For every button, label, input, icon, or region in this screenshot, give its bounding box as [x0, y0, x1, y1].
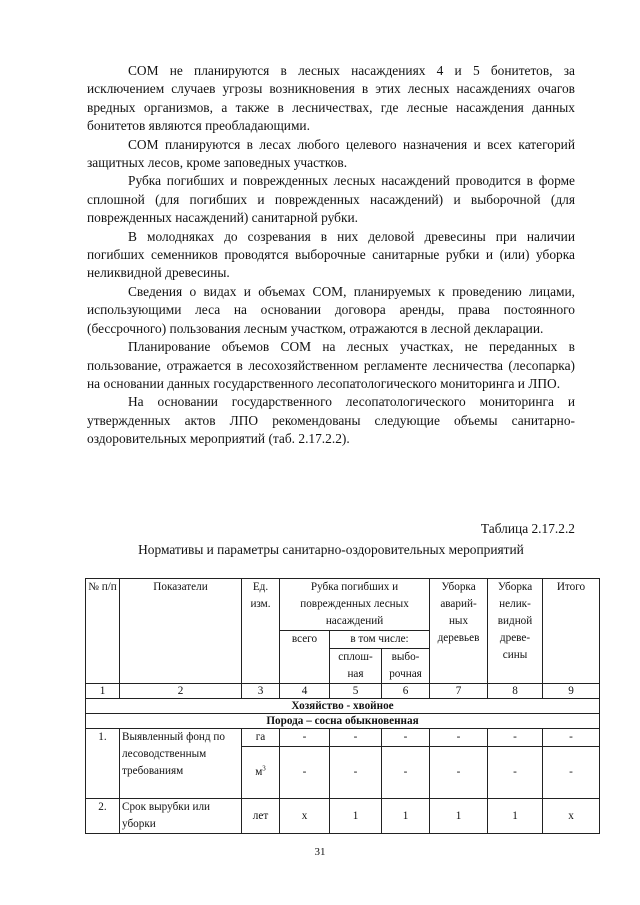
col-number: 9	[543, 684, 600, 699]
cell-value: -	[488, 747, 543, 799]
paragraph: Планирование объемов СОМ на лесных участках, не переданных в пользование, отражается в лесохозяйственном регламенте лесничества (лесопарка) на основании данных государственного лесопатологического мониторинга и ЛПО.	[87, 339, 575, 391]
cell-value: -	[382, 747, 430, 799]
row-num: 1.	[86, 729, 120, 799]
cell-value: -	[488, 729, 543, 747]
col-number: 4	[280, 684, 330, 699]
cell-value: -	[330, 747, 382, 799]
header-clear: сплош-ная	[330, 649, 382, 684]
norms-table	[85, 578, 600, 834]
row-unit	[242, 747, 280, 799]
table-title: Нормативы и параметры санитарно-оздоровительных мероприятий	[138, 542, 524, 557]
body-text	[87, 62, 575, 449]
col-number: 2	[120, 684, 242, 699]
col-number: 5	[330, 684, 382, 699]
header-felling: Рубка погибших и поврежденных лесных насаждений	[280, 579, 430, 631]
table-label: Таблица 2.17.2.2	[480, 521, 575, 536]
section-farm: Хозяйство - хвойное	[86, 699, 600, 714]
paragraph: СОМ планируются в лесах любого целевого назначения и всех категорий защитных лесов, кроме заповедных участков.	[87, 136, 575, 171]
cell-value: -	[382, 729, 430, 747]
section-species: Порода – сосна обыкновенная	[86, 714, 600, 729]
unit-base: м	[255, 766, 263, 778]
row-name: Срок вырубки или уборки	[120, 799, 242, 834]
cell-value: 1	[382, 799, 430, 834]
header-num: № п/п	[86, 579, 120, 684]
col-number: 6	[382, 684, 430, 699]
paragraph: На основании государственного лесопатологического мониторинга и утвержденных актов ЛПО рекомендованы следующие объемы санитарно-оздоровительных мероприятий (таб. 2.17.2.2).	[87, 394, 575, 447]
col-number: 8	[488, 684, 543, 699]
header-total: Итого	[543, 579, 600, 684]
header-incl: в том числе:	[330, 631, 430, 649]
header-total-sub: всего	[280, 631, 330, 684]
paragraph: Рубка погибших и поврежденных лесных насаждений проводится в форме сплошной (для погибших и поврежденных насаждений) и выборочной (для поврежденных насаждений) санитарной рубки.	[87, 173, 575, 226]
cell-value: -	[543, 747, 600, 799]
unit-exponent: 3	[262, 764, 266, 773]
cell-value: -	[280, 747, 330, 799]
row-unit: лет	[242, 799, 280, 834]
header-selective: выбо-рочная	[382, 649, 430, 684]
row-name: Выявленный фонд по лесоводственным требованиям	[120, 729, 242, 799]
paragraph: Сведения о видах и объемах СОМ, планируемых к проведению лицами, использующими леса на основании договора аренды, права постоянного (бессрочного) пользования лесным участком, отражаются в лесной декларации.	[87, 283, 575, 336]
col-number: 7	[430, 684, 488, 699]
cell-value: 1	[488, 799, 543, 834]
cell-value: -	[543, 729, 600, 747]
header-indicator: Показатели	[120, 579, 242, 684]
cell-value: 1	[330, 799, 382, 834]
cell-value: 1	[430, 799, 488, 834]
paragraph: СОМ не планируются в лесных насаждениях 4 и 5 бонитетов, за исключением случаев угрозы возникновения в этих лесных насаждениях очагов вредных организмов, а также в лесничествах, где лесные насаждения данных бонитетов являются преобладающими.	[87, 63, 575, 134]
cell-value: x	[280, 799, 330, 834]
row-unit: га	[242, 729, 280, 747]
cell-value: -	[430, 729, 488, 747]
cell-value: x	[543, 799, 600, 834]
header-emergency: Уборка аварий-ных деревьев	[430, 579, 488, 684]
header-illiquid: Уборка нелик-видной древе-сины	[488, 579, 543, 684]
page-number: 31	[314, 846, 326, 858]
cell-value: -	[330, 729, 382, 747]
row-num: 2.	[86, 799, 120, 834]
col-number: 1	[86, 684, 120, 699]
header-unit: Ед. изм.	[242, 579, 280, 684]
paragraph: В молодняках до созревания в них деловой древесины при наличии погибших семенников проводятся выборочные санитарные рубки и (или) уборка неликвидной древесины.	[87, 228, 575, 281]
cell-value: -	[280, 729, 330, 747]
cell-value: -	[430, 747, 488, 799]
col-number: 3	[242, 684, 280, 699]
